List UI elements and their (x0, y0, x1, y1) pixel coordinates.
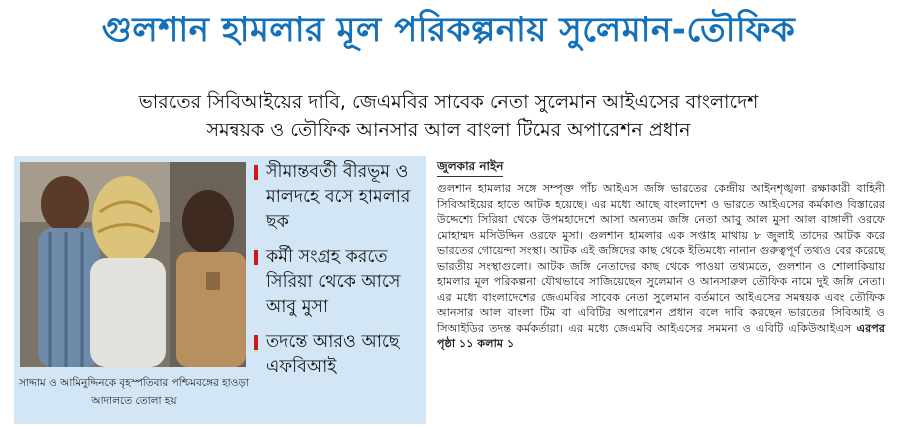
headline: গুলশান হামলার মূল পরিকল্পনায় সুলেমান-তৌফিক (101, 10, 796, 50)
photo-sidebar-box (14, 156, 426, 424)
highlight-item (252, 330, 424, 380)
highlight-list (252, 160, 424, 390)
red-bullet-marker (254, 335, 258, 350)
byline: জুলকার নাইন (437, 158, 503, 177)
continuation-link[interactable]: এরপর পৃষ্ঠা ১১ কলাম ১ (437, 321, 885, 350)
news-photo-image (20, 162, 246, 367)
article-body (437, 181, 885, 352)
red-bullet-marker (254, 165, 258, 180)
subheadline (0, 88, 897, 144)
highlight-item (252, 245, 424, 320)
highlight-item (252, 160, 424, 235)
red-bullet-marker (254, 250, 258, 265)
subheadline-line-2: সমন্বয়ক ও তৌফিক আনসার আল বাংলা টিমের অপারেশন প্রধান (206, 119, 691, 141)
subheadline-line-1: ভারতের সিবিআইয়ের দাবি, জেএমবির সাবেক নেতা সুলেমান আইএসের বাংলাদেশ (138, 91, 759, 113)
highlight-text: সীমান্তবর্তী বীরভূম ও মালদহে বসে হামলার ছক (266, 162, 411, 232)
photo-caption: সাদ্দাম ও আমিনুদ্দিনকে বৃহস্পতিবার পশ্চিমবঙ্গের হাওড়া আদালতে তোলা হয় (19, 377, 249, 407)
news-photo (20, 162, 246, 367)
highlight-text: তদন্তে আরও আছে এফবিআই (266, 332, 400, 377)
highlight-text: কর্মী সংগ্রহ করতে সিরিয়া থেকে আসে আবু মুসা (266, 247, 401, 317)
article-body-text: গুলশান হামলার সঙ্গে সম্পৃক্ত পাঁচ আইএস জঙ্গি ভারতের কেন্দ্রীয় আইনশৃঙ্খলা রক্ষাকারী বাহিনী সিবিআইয়ের হাতে আটক হয়েছে। এর মধ্যে আছে বাংলাদেশ ও ভারতে আইএসের কর্মকাণ্ড বিস্তারের উদ্দেশ্যে সিরিয়া থেকে উপমহাদেশে আসা অন্যতম জঙ্গি নেতা আবু আল মুসা আল বাঙ্গালী ওরফে মোহাম্মদ মসিউদ্দিন ওরফে মুসা। গুলশান হামলার এক সপ্তাহ মাথায় ৮ জুলাই তাদের আটক করে ভারতের গোয়েন্দা সংস্থা। আটক এই জঙ্গিদের কাছ থেকে ইতিমধ্যে নানান গুরুত্বপূর্ণ তথ্যও বের করেছে ভারতীয় সংস্থাগুলো। আটক জঙ্গি নেতাদের কাছ থেকে পাওয়া তথ্যমতে, গুলশান ও শোলাকিয়ায় হামলার মূল পরিকল্পনা যৌথভাবে সাজিয়েছেন সুলেমান ও আনসারুল তৌফিক নামে দুই জঙ্গি নেতা। এর মধ্যে বাংলাদেশের জেএমবির সাবেক নেতা সুলেমান বর্তমানে আইএসের সমন্বয়ক এবং তৌফিক আনসার আল বাংলা টিম বা এবিটির অপারেশন প্রধান বলে দাবি করছেন ভারতের সিবিআই ও সিআইডির তদন্ত কর্মকর্তারা। এর মধ্যে জেএমবি আইএসের সমমনা ও এবিটি একিউআইএস (437, 182, 885, 335)
